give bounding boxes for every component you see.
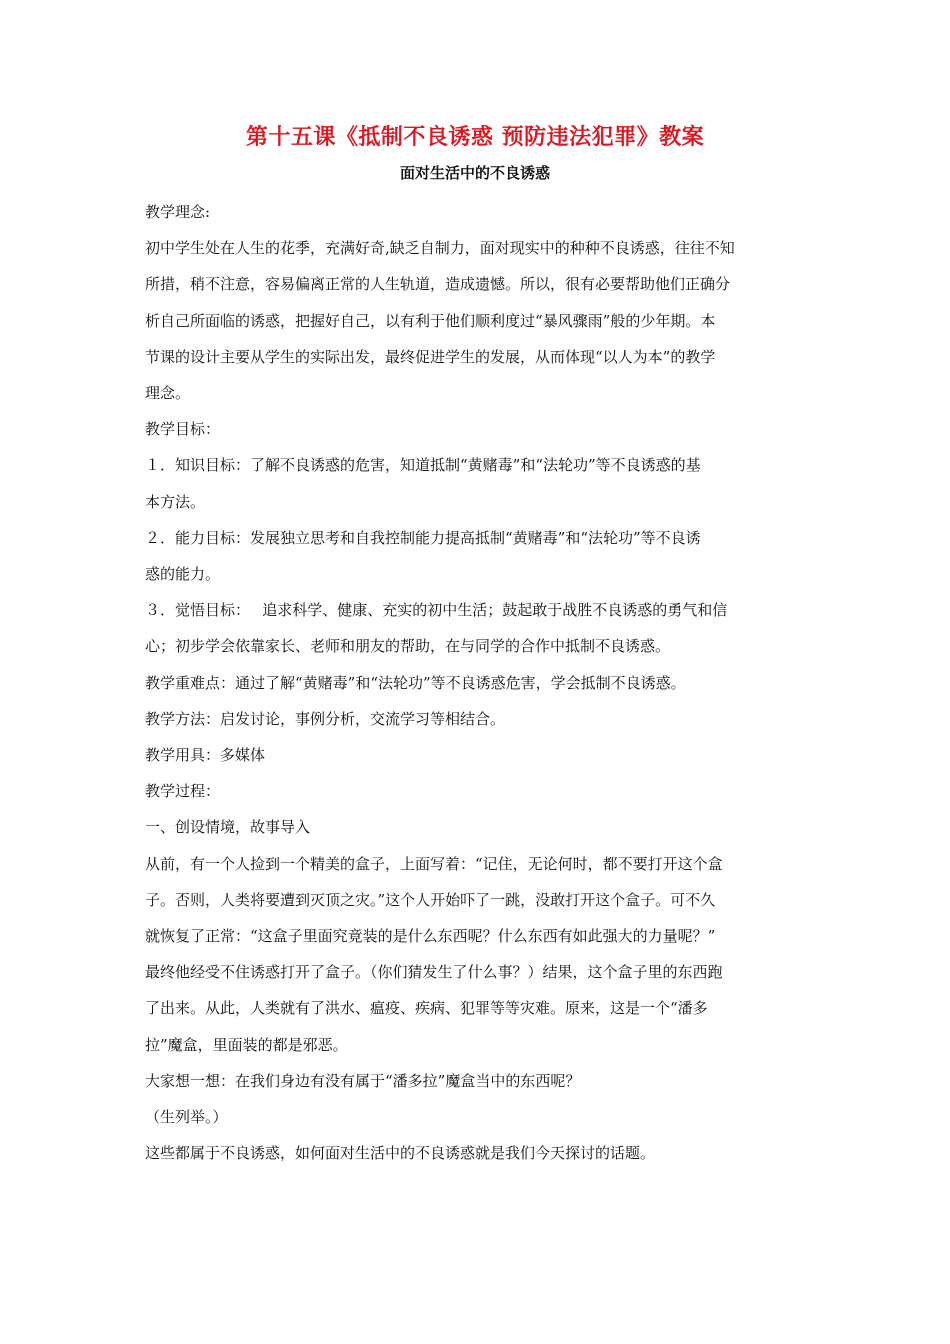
document-title: 第十五课《抵制不良诱惑 预防违法犯罪》教案 [245, 125, 705, 150]
text-line: 教学重难点：通过了解“黄赌毒”和“法轮功”等不良诱惑危害，学会抵制不良诱惑。 [145, 673, 686, 692]
text-line: 理念。 [145, 384, 191, 403]
text-line: １．知识目标：了解不良诱惑的危害，知道抵制“黄赌毒”和“法轮功”等不良诱惑的基 [145, 456, 701, 475]
text-line: 节课的设计主要从学生的实际出发，最终促进学生的发展，从而体现“以人为本”的教学 [145, 347, 716, 366]
text-line: 从前，有一个人捡到一个精美的盒子，上面写着：“记住，无论何时，都不要打开这个盒 [145, 854, 723, 873]
text-line: 所措，稍不注意，容易偏离正常的人生轨道，造成遗憾。所以，很有必要帮助他们正确分 [145, 275, 731, 294]
text-line: （生列举。） [145, 1108, 228, 1127]
text-line: 这些都属于不良诱惑，如何面对生活中的不良诱惑就是我们今天探讨的话题。 [145, 1144, 656, 1163]
document-subtitle: 面对生活中的不良诱惑 [399, 164, 550, 182]
text-line: 了出来。从此，人类就有了洪水、瘟疫、疾病、犯罪等等灾难。原来，这是一个“潘多 [145, 999, 708, 1018]
text-line: 本方法。 [145, 492, 206, 511]
text-line: 教学理念: [145, 203, 211, 221]
text-line: 大家想一想：在我们身边有没有属于“潘多拉”魔盒当中的东西呢？ [145, 1071, 581, 1090]
text-line: 就恢复了正常：“这盒子里面究竟装的是什么东西呢？什么东西有如此强大的力量呢？” [145, 927, 716, 946]
text-line: ２．能力目标：发展独立思考和自我控制能力提高抵制“黄赌毒”和“法轮功”等不良诱 [145, 528, 701, 547]
text-line: 教学过程： [145, 782, 221, 801]
text-line: 教学目标： [145, 420, 221, 439]
text-line: 心；初步学会依靠家长、老师和朋友的帮助，在与同学的合作中抵制不良诱惑。 [145, 637, 671, 656]
text-line: 最终他经受不住诱惑打开了盒子。（你们猜发生了什么事？）结果，这个盒子里的东西跑 [145, 963, 723, 982]
text-line: 教学用具：多媒体 [145, 746, 266, 765]
text-line: 教学方法：启发讨论，事例分析，交流学习等相结合。 [145, 709, 506, 728]
text-line: 惑的能力。 [145, 565, 221, 584]
text-line: 一、创设情境，故事导入 [145, 818, 311, 837]
text-line: ３．觉悟目标： 追求科学、健康、充实的初中生活；鼓起敢于战胜不良诱惑的勇气和信 [145, 601, 728, 620]
text-line: 拉”魔盒，里面装的都是邪恶。 [145, 1035, 348, 1054]
text-line: 析自己所面临的诱惑，把握好自己，以有利于他们顺利度过“暴风骤雨”般的少年期。本 [145, 311, 716, 330]
text-line: 子。否则，人类将要遭到灭顶之灾。”这个人开始吓了一跳，没敢打开这个盒子。可不久 [145, 890, 716, 909]
document-body [145, 194, 805, 1171]
text-line: 初中学生处在人生的花季，充满好奇,缺乏自制力，面对现实中的种种不良诱惑，往往不知 [145, 239, 735, 258]
